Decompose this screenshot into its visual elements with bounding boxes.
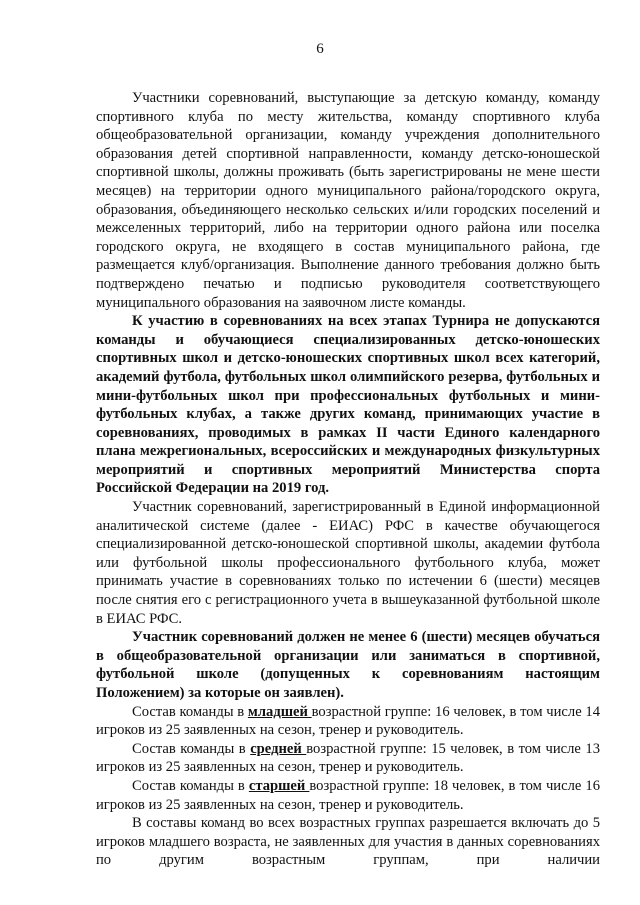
paragraph-study-requirement: Участник соревнований должен не менее 6 (шести) месяцев обучаться в общеобразовательной организации или заниматься в спортивной, футбольной школе (допущенных к соревнованиям настоящим Положением) за которые он заявлен). xyxy=(96,629,600,701)
middle-team-text-after: возрастной группе: 15 человек, в том числе 13 игроков из 25 заявленных на сезон, тренер и руководитель. xyxy=(96,740,600,776)
middle-team-text-before: Состав команды в xyxy=(132,740,251,757)
junior-team-text-before: Состав команды в xyxy=(132,703,248,720)
middle-group-label: средней xyxy=(250,740,307,757)
junior-team-text-after: возрастной группе: 16 человек, в том числе 14 игроков из 25 заявленных на сезон, тренер и руководитель. xyxy=(96,703,600,739)
paragraph-senior-team xyxy=(96,777,600,814)
paragraph-middle-team xyxy=(96,740,600,777)
document-body xyxy=(96,89,600,870)
senior-team-text-before: Состав команды в xyxy=(132,777,249,794)
paragraph-residence-requirement: Участники соревнований, выступающие за детскую команду, команду спортивного клуба по месту жительства, команду спортивного клуба общеобразовательной организации, команду учреждения дополнительного образования детей спортивной направленности, команду детско-юношеской спортивной школы, должны проживать (быть зарегистрированы не мене шести месяцев) на территории одного муниципального района/городского округа, образования, объединяющего несколько сельских и/или городских поселений и межселенных территорий, либо на территории одного района или поселка городского округа, не входящего в состав муниципального района, где размещается клуб/организация. Выполнение данного требования должно быть подтверждено печатью и подписью руководителя соответствующего муниципального образования на заявочном листе команды. xyxy=(96,90,600,311)
senior-group-label: старшей xyxy=(248,777,310,794)
senior-team-text-after: возрастной группе: 18 человек, в том числе 16 игроков из 25 заявленных на сезон, тренер и руководитель. xyxy=(96,777,600,813)
page-number: 6 xyxy=(316,41,324,57)
paragraph-younger-players: В составы команд во всех возрастных группах разрешается включать до 5 игроков младшего возраста, не заявленных для участия в данных соревнованиях по другим возрастным группам, при наличии xyxy=(96,815,600,869)
junior-group-label: младшей xyxy=(247,703,312,720)
paragraph-junior-team xyxy=(96,703,600,740)
paragraph-eias-registration: Участник соревнований, зарегистрированный в Единой информационной аналитической системе (далее - ЕИАС) РФС в качестве обучающегося специализированной детско-юношеской спортивной школы, академии футбола или футбольной школы профессионального футбольного клуба, может принимать участие в соревнованиях только по истечении 6 (шести) месяцев после снятия его с регистрационного учета в вышеуказанной футбольной школе в ЕИАС РФС. xyxy=(96,499,600,627)
paragraph-admission-restriction: К участию в соревнованиях на всех этапах Турнира не допускаются команды и обучающиеся специализированных детско-юношеских спортивных школ и детско-юношеских спортивных школ всех категорий, академий футбола, футбольных школ олимпийского резерва, футбольных и мини-футбольных школ при профессиональных футбольных и мини-футбольных клубах, а также других команд, принимающих участие в соревнованиях, проводимых в рамках II части Единого календарного плана межрегиональных, всероссийских и международных физкультурных мероприятий и спортивных мероприятий Министерства спорта Российской Федерации на 2019 год. xyxy=(96,313,600,497)
